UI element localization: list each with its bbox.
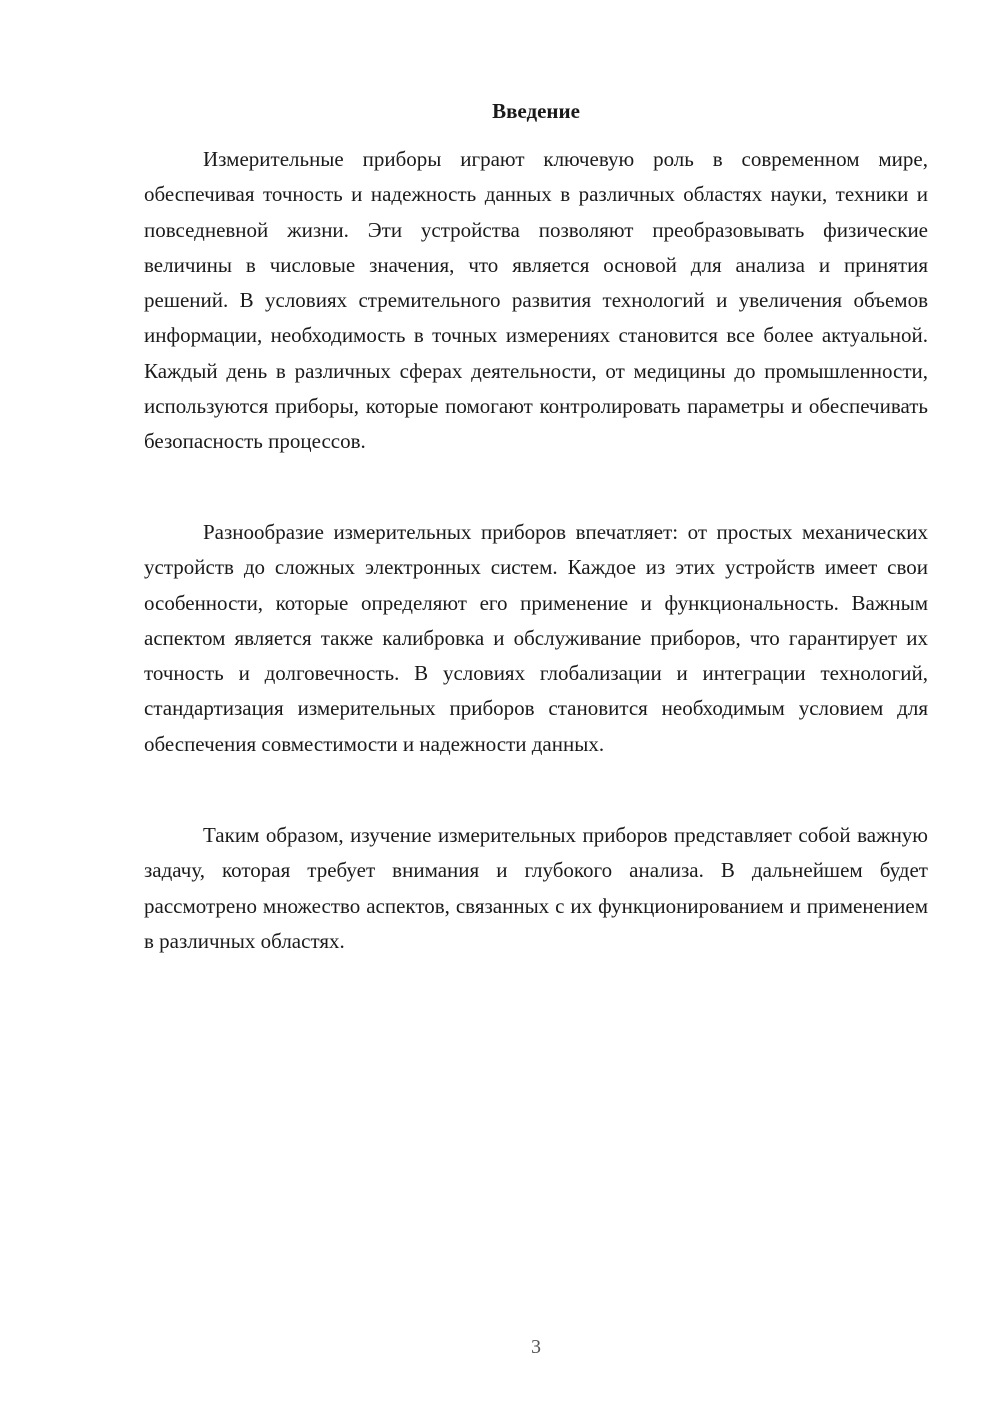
- paragraph-3: Таким образом, изучение измерительных приборов представляет собой важную задачу, которая требует внимания и глубокого анализа. В дальнейшем будет рассмотрено множество аспектов, связанных с их функционированием и применением в различных областях.: [144, 823, 928, 953]
- section-heading: Введение: [492, 99, 580, 123]
- paragraph-1: Измерительные приборы играют ключевую роль в современном мире, обеспечивая точность и надежность данных в различных областях науки, техники и повседневной жизни. Эти устройства позволяют преобразовывать физические величины в числовые значения, что является основой для анализа и принятия решений. В условиях стремительного развития технологий и увеличения объемов информации, необходимость в точных измерениях становится все более актуальной. Каждый день в различных сферах деятельности, от медицины до промышленности, используются приборы, которые помогают контролировать параметры и обеспечивать безопасность процессов.: [144, 147, 928, 454]
- page-number: 3: [531, 1336, 541, 1358]
- paragraph-2: Разнообразие измерительных приборов впечатляет: от простых механических устройств до сложных электронных систем. Каждое из этих устройств имеет свои особенности, которые определяют его применение и функциональность. Важным аспектом является также калибровка и обслуживание приборов, что гарантирует их точность и долговечность. В условиях глобализации и интеграции технологий, стандартизация измерительных приборов становится необходимым условием для обеспечения совместимости и надежности данных.: [144, 520, 928, 756]
